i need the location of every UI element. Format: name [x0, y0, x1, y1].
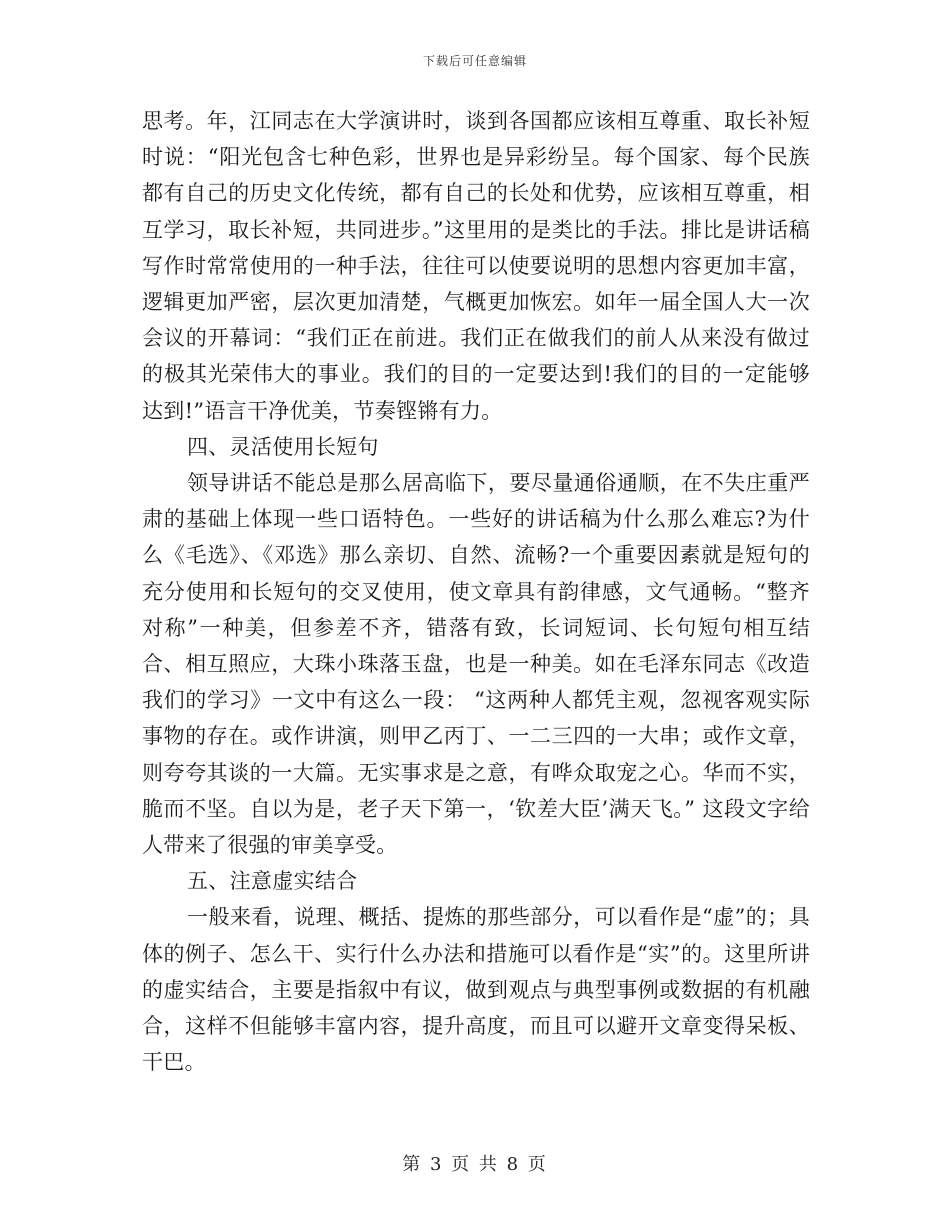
section-heading-five: 五、注意虚实结合 — [187, 869, 358, 894]
paragraph-virtual-real: 一般来看，说理、概括、提炼的那些部分，可以看作是“虚”的；具体的例子、怎么干、实行什么办法和措施可以看作是“实”的。这里所讲的虚实结合，主要是指叙中有议，做到观点与典型事例或数据的有机融合，这样不但能够丰富内容，提升高度，而且可以避开文章变得呆板、干巴。 — [142, 905, 810, 1075]
paragraph-continuation: 思考。年，江同志在大学演讲时，谈到各国都应该相互尊重、取长补短时说：“阳光包含七种色彩，世界也是异彩纷呈。每个国家、每个民族都有自己的历史文化传统，都有自己的长处和优势，应该相互尊重，相互学习，取长补短，共同进步。”这里用的是类比的手法。排比是讲话稿写作时常常使用的一种手法，往往可以使要说明的思想内容更加丰富，逻辑更加严密，层次更加清楚，气概更加恢宏。如年一届全国人大一次会议的开幕词：“我们正在前进。我们正在做我们的前人从来没有做过的极其光荣伟大的事业。我们的目的一定要达到!我们的目的一定能够达到!”语言干净优美，节奏铿锵有力。 — [142, 109, 810, 423]
section-heading-four: 四、灵活使用长短句 — [187, 434, 379, 459]
paragraph-long-short-sentences: 领导讲话不能总是那么居高临下，要尽量通俗通顺，在不失庄重严肃的基础上体现一些口语特色。一些好的讲话稿为什么那么难忘?为什么《毛选》、《邓选》那么亲切、自然、流畅?一个重要因素就是短句的充分使用和长短句的交叉使用，使文章具有韵律感，文气通畅。“整齐对称”一种美，但参差不齐，错落有致，长词短词、长句短句相互结合、相互照应，大珠小珠落玉盘，也是一种美。如在毛泽东同志《改造我们的学习》一文中有这么一段： “这两种人都凭主观，忽视客观实际事物的存在。或作讲演，则甲乙丙丁、一二三四的一大串；或作文章，则夸夸其谈的一大篇。无实事求是之意，有哗众取宠之心。华而不实，脆而不坚。自以为是，老子天下第一，‘钦差大臣’满天飞。” 这段文字给人带来了很强的审美享受。 — [142, 471, 810, 858]
body-text — [142, 103, 810, 1080]
page-number-footer: 第 3 页 共 8 页 — [402, 1154, 548, 1175]
page-header: 下载后可任意编辑 — [422, 54, 527, 68]
